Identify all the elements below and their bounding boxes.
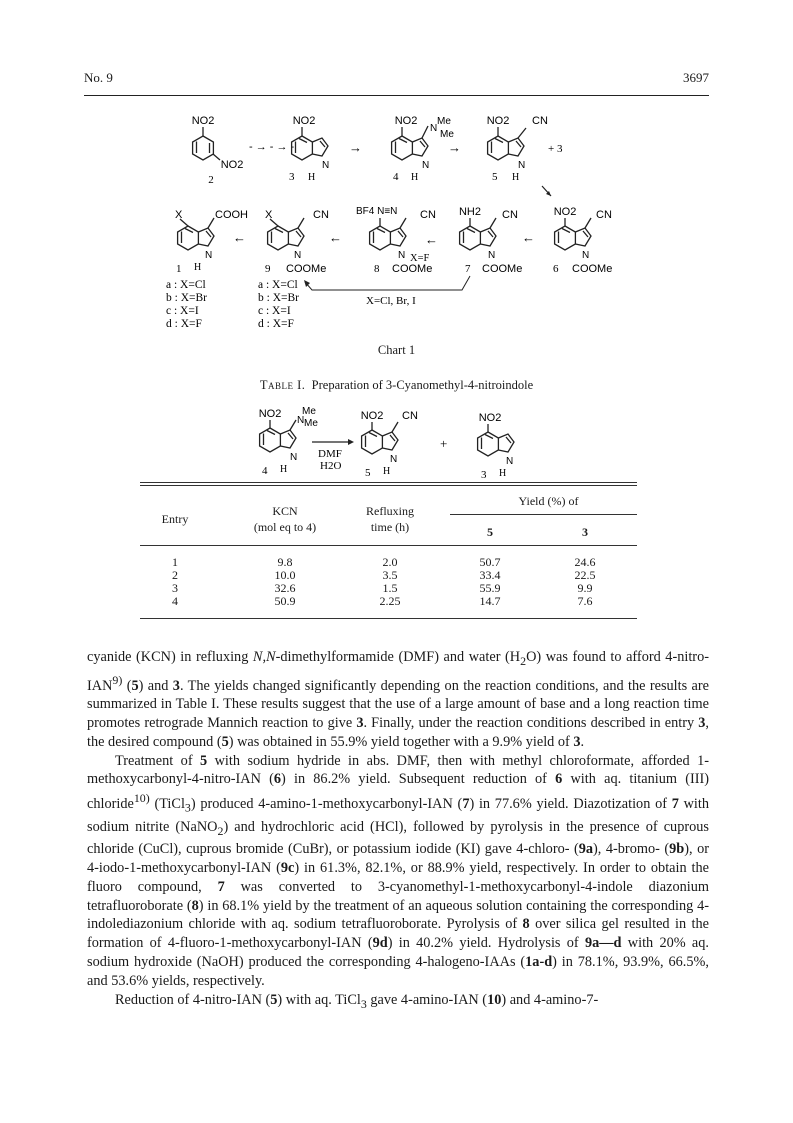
compound-ref: 5 xyxy=(270,991,278,1008)
compound-ref: 7 xyxy=(462,795,470,812)
text-run: ) in 78.1%, 93.9%, 66.5%, and 53.6% yields, respectively. xyxy=(87,954,709,989)
chart-caption: Chart 1 xyxy=(377,343,416,357)
c6-number: 6 xyxy=(553,263,559,275)
col-yield: Yield (%) of xyxy=(518,494,579,508)
compound-ref: 3 xyxy=(172,677,180,694)
t4-me2: Me xyxy=(304,418,318,429)
compound-7 xyxy=(459,206,522,275)
arrow-9-1: ← xyxy=(233,230,246,245)
yield-subrule xyxy=(450,514,637,515)
text-run: ) in 40.2% yield. Hydrolysis of xyxy=(387,935,585,952)
text-run: -dimethylformamide (DMF) and water (H xyxy=(275,649,521,665)
row-entry: 4 xyxy=(172,594,178,608)
c6-cn: CN xyxy=(596,209,612,221)
col-reflux-sub: time (h) xyxy=(370,520,410,534)
text-run: N,N xyxy=(252,649,276,665)
row-y5: 55.9 xyxy=(479,581,501,595)
reagent-h2o: H2O xyxy=(320,460,342,472)
table-product-5 xyxy=(361,410,418,479)
t5-h: H xyxy=(383,466,391,477)
text-run: ), or 4-iodo-1-methoxycarbonyl-IAN ( xyxy=(87,841,709,877)
table-product-3 xyxy=(478,412,514,481)
t4-me1: Me xyxy=(302,406,316,417)
compound-8 xyxy=(356,206,436,275)
list1-b: b : X=Br xyxy=(166,292,207,304)
row-y3: 9.9 xyxy=(577,581,593,595)
text-run: ) in 61.3%, 82.1%, or 88.9% yield, respectively. In order to obtain the fluoro compound, xyxy=(87,860,709,895)
arrow-7-to-9 xyxy=(305,276,470,290)
row-kcn: 10.0 xyxy=(274,568,296,582)
row-time: 1.5 xyxy=(382,581,398,595)
col-reflux: Refluxing xyxy=(366,504,414,518)
c7-coome: COOMe xyxy=(482,263,523,275)
text-run: , the desired compound ( xyxy=(87,715,709,750)
c8-n: N xyxy=(398,250,406,261)
c6-n: N xyxy=(582,250,590,261)
compound-6 xyxy=(553,206,612,275)
table-plus: + xyxy=(440,436,448,451)
col-kcn: KCN xyxy=(272,504,298,518)
c4-no2: NO2 xyxy=(394,115,418,127)
t3-number: 3 xyxy=(481,469,487,481)
c8-coome: COOMe xyxy=(392,263,433,275)
c9-coome: COOMe xyxy=(286,263,327,275)
citation: 10) xyxy=(133,791,150,806)
c7-number: 7 xyxy=(465,263,471,275)
text-run: . xyxy=(580,733,585,750)
text-run: with aq. titanium (III) chloride xyxy=(87,771,709,812)
paragraph-2 xyxy=(87,752,709,991)
plus-3: + 3 xyxy=(548,143,563,155)
c6-no2: NO2 xyxy=(553,206,577,218)
text-run: 2 xyxy=(217,823,224,838)
t3-nh: N xyxy=(506,456,514,467)
c9-number: 9 xyxy=(265,263,271,275)
dashed-arrow-2-3: - → - → - xyxy=(249,141,295,153)
c4-nh: N xyxy=(422,160,430,171)
compound-2 xyxy=(192,115,244,186)
row-entry: 1 xyxy=(172,555,178,569)
table-title xyxy=(0,378,793,393)
compound-4 xyxy=(392,115,455,183)
text-run: with 20% aq. sodium hydroxide (NaOH) produced the corresponding 4-halogeno-IAAs ( xyxy=(87,935,709,971)
text-run: ) in 68.1% yield by the treatment of an aqueous solution containing the corresponding 4-indolediazonium chloride with aq. sodium tetrafluoroborate. Pyrolysis of xyxy=(87,897,709,933)
text-run: ) and 4-amino-7- xyxy=(501,991,599,1008)
chart-1-scheme xyxy=(0,0,793,340)
col-entry: Entry xyxy=(161,512,189,526)
compound-ref: 7 xyxy=(217,878,225,895)
list1-a: a : X=Cl xyxy=(166,279,206,291)
text-run: with sodium nitrite (NaNO xyxy=(87,795,710,835)
c3-n: N xyxy=(322,160,330,171)
table-top-rule-2 xyxy=(140,485,637,486)
c4-number: 4 xyxy=(393,171,399,183)
text-run: O) was found to afford 4-nitro-IAN xyxy=(87,649,709,694)
t4-no2: NO2 xyxy=(258,408,282,420)
reagent-dmf: DMF xyxy=(318,448,342,460)
compound-ref: 9a xyxy=(578,841,594,858)
row-entry: 3 xyxy=(172,581,178,595)
row-y5: 14.7 xyxy=(479,594,501,608)
table-label: Table I. xyxy=(259,378,306,392)
cond-x-f: X=F xyxy=(410,253,430,264)
c7-nh2: NH2 xyxy=(458,206,482,218)
text-run: Reduction of 4-nitro-IAN ( xyxy=(115,991,271,1008)
text-run: ) was obtained in 55.9% yield together with a 9.9% yield of xyxy=(228,733,574,750)
c2-no2-side: NO2 xyxy=(220,159,244,171)
page-number: 3697 xyxy=(683,70,709,85)
compound-ref: 3 xyxy=(573,733,581,750)
c4-h: H xyxy=(411,172,419,183)
entry-ref: 3 xyxy=(698,715,706,732)
compound-ref: 6 xyxy=(273,771,282,788)
t3-no2: NO2 xyxy=(478,412,502,424)
text-run: cyanide (KCN) in refluxing xyxy=(87,649,253,665)
c3-number: 3 xyxy=(289,171,295,183)
text-run: ) with aq. TiCl xyxy=(277,991,361,1008)
text-run: was converted to 3-cyanomethyl-1-methoxycarbonyl-4-indole diazonium tetrafluoroborate ( xyxy=(87,878,709,914)
text-run: . The yields changed significantly depending on the reaction conditions, and the results are summarized in Table I. These results suggest that the use of a large amount of base and a long reaction time promotes retrograde Mannich reaction to give xyxy=(87,677,709,732)
c9-x: X xyxy=(265,209,273,221)
text-run: ( xyxy=(122,677,132,694)
citation: 9) xyxy=(112,672,123,687)
c9-n: N xyxy=(294,250,302,261)
text-run: ) in 77.6% yield. Diazotization of xyxy=(469,795,672,812)
c5-h: H xyxy=(512,172,520,183)
row-time: 2.25 xyxy=(379,594,401,608)
text-run: over silica gel resulted in the formation of 4-fluoro-1-methoxycarbonyl-IAN ( xyxy=(87,916,709,952)
compound-ref: 8 xyxy=(522,916,530,933)
text-run: (TiCl xyxy=(149,795,185,812)
list1-c: c : X=I xyxy=(166,305,199,317)
row-y3: 7.6 xyxy=(577,594,593,608)
t4-h: H xyxy=(280,464,288,475)
table-title-text: Preparation of 3-Cyanomethyl-4-nitroindole xyxy=(311,378,534,392)
arrow-8-9: ← xyxy=(329,230,342,245)
text-run: ), 4-bromo- ( xyxy=(593,841,670,858)
compound-5 xyxy=(487,115,563,183)
row-y5: 50.7 xyxy=(479,555,501,569)
list1-d: d : X=F xyxy=(166,318,202,330)
c1-cooh: COOH xyxy=(215,209,248,221)
row-kcn: 50.9 xyxy=(274,594,296,608)
col-kcn-sub: (mol eq to 4) xyxy=(253,520,317,534)
cond-x-cl-br-i: X=Cl, Br, I xyxy=(366,295,416,307)
c8-number: 8 xyxy=(374,263,380,275)
compound-ref: 9c xyxy=(280,860,295,877)
table-reactant-4 xyxy=(259,406,319,477)
list9-c: c : X=I xyxy=(258,305,291,317)
c4-n: N xyxy=(430,123,438,134)
arrow-7-8: ← xyxy=(425,232,438,247)
c6-coome: COOMe xyxy=(572,263,613,275)
table-top-rule xyxy=(140,482,637,483)
text-run: ) in 86.2% yield. Subsequent reduction of xyxy=(281,771,556,788)
c1-number: 1 xyxy=(176,263,182,275)
c4-me2: Me xyxy=(440,129,454,140)
table-bottom-rule xyxy=(140,618,637,619)
arrow-3-4: → xyxy=(349,140,362,155)
c4-me1: Me xyxy=(437,116,451,127)
compound-ref: 9a—d xyxy=(584,935,622,952)
compound-ref: 7 xyxy=(671,795,679,812)
t5-nh: N xyxy=(390,454,398,465)
paragraph-3 xyxy=(87,991,709,1014)
t4-number: 4 xyxy=(262,465,268,477)
c3-h: H xyxy=(308,172,316,183)
c2-no2-top: NO2 xyxy=(191,115,215,127)
paragraph-1 xyxy=(87,648,709,752)
row-time: 2.0 xyxy=(382,555,398,569)
text-run: with sodium hydride in abs. DMF, then with methyl chloroformate, afforded 1-methoxycarbonyl-4-nitro-IAN ( xyxy=(87,752,709,788)
text-run: ) and hydrochloric acid (HCl), followed by pyrolysis in the presence of cuprous chloride (CuCl), cuprous bromide (CuBr), or potassium iodide (KI) gave 4-chloro- ( xyxy=(87,818,709,858)
list9-b: b : X=Br xyxy=(258,292,299,304)
compound-ref: 1a-d xyxy=(525,954,553,971)
body-text xyxy=(87,648,709,1013)
t5-cn: CN xyxy=(402,410,418,422)
compound-9 xyxy=(265,209,329,275)
c7-cn: CN xyxy=(502,209,518,221)
col-y3: 3 xyxy=(582,525,588,539)
text-run: Treatment of xyxy=(115,752,201,769)
t3-h: H xyxy=(499,468,507,479)
row-time: 3.5 xyxy=(382,568,398,582)
c3-no2: NO2 xyxy=(292,115,316,127)
text-run: 3 xyxy=(360,996,367,1011)
row-kcn: 32.6 xyxy=(274,581,296,595)
c1-h: H xyxy=(194,262,202,273)
c5-nh: N xyxy=(518,160,526,171)
c8-bf4-diazonium: BF4 N≡N xyxy=(356,206,398,217)
arrow-4-5: → xyxy=(448,140,461,155)
list9-a: a : X=Cl xyxy=(258,279,298,291)
table-scheme xyxy=(0,392,793,482)
compound-ref: 9d xyxy=(372,935,388,952)
t4-n: N xyxy=(297,415,305,426)
compound-ref: 10 xyxy=(487,991,502,1008)
c5-number: 5 xyxy=(492,171,498,183)
compound-ref: 6 xyxy=(555,771,563,788)
c9-cn: CN xyxy=(313,209,329,221)
c1-x: X xyxy=(175,209,183,221)
c1-nh: N xyxy=(205,250,213,261)
row-entry: 2 xyxy=(172,568,178,582)
arrow-6-7: ← xyxy=(522,230,535,245)
c7-n: N xyxy=(488,250,496,261)
text-run: ) produced 4-amino-1-methoxycarbonyl-IAN ( xyxy=(190,795,463,812)
compound-ref: 5 xyxy=(200,752,208,769)
text-run: ) and xyxy=(138,677,173,694)
row-y3: 24.6 xyxy=(574,555,596,569)
row-kcn: 9.8 xyxy=(277,555,293,569)
compound-ref: 3 xyxy=(356,715,364,732)
text-run: . Finally, under the reaction conditions described in entry xyxy=(363,715,699,732)
row-y3: 22.5 xyxy=(574,568,596,582)
journal-issue: No. 9 xyxy=(84,70,113,85)
compound-3 xyxy=(289,115,329,183)
c2-number: 2 xyxy=(208,174,214,186)
c5-cn: CN xyxy=(532,115,548,127)
t5-number: 5 xyxy=(365,467,371,479)
col-y5: 5 xyxy=(487,525,493,539)
c5-no2: NO2 xyxy=(486,115,510,127)
t4-nh: N xyxy=(290,452,298,463)
text-run: 3 xyxy=(184,800,191,815)
compound-ref: 8 xyxy=(191,897,199,914)
c8-cn: CN xyxy=(420,209,436,221)
text-run: gave 4-amino-IAN ( xyxy=(366,991,488,1008)
list9-d: d : X=F xyxy=(258,318,294,330)
table-header-rule xyxy=(140,545,637,546)
compound-ref: 5 xyxy=(221,733,229,750)
text-run: 2 xyxy=(520,653,527,668)
row-y5: 33.4 xyxy=(479,568,501,582)
compound-ref: 5 xyxy=(131,677,139,694)
compound-ref: 9b xyxy=(669,841,685,858)
t5-no2: NO2 xyxy=(360,410,384,422)
